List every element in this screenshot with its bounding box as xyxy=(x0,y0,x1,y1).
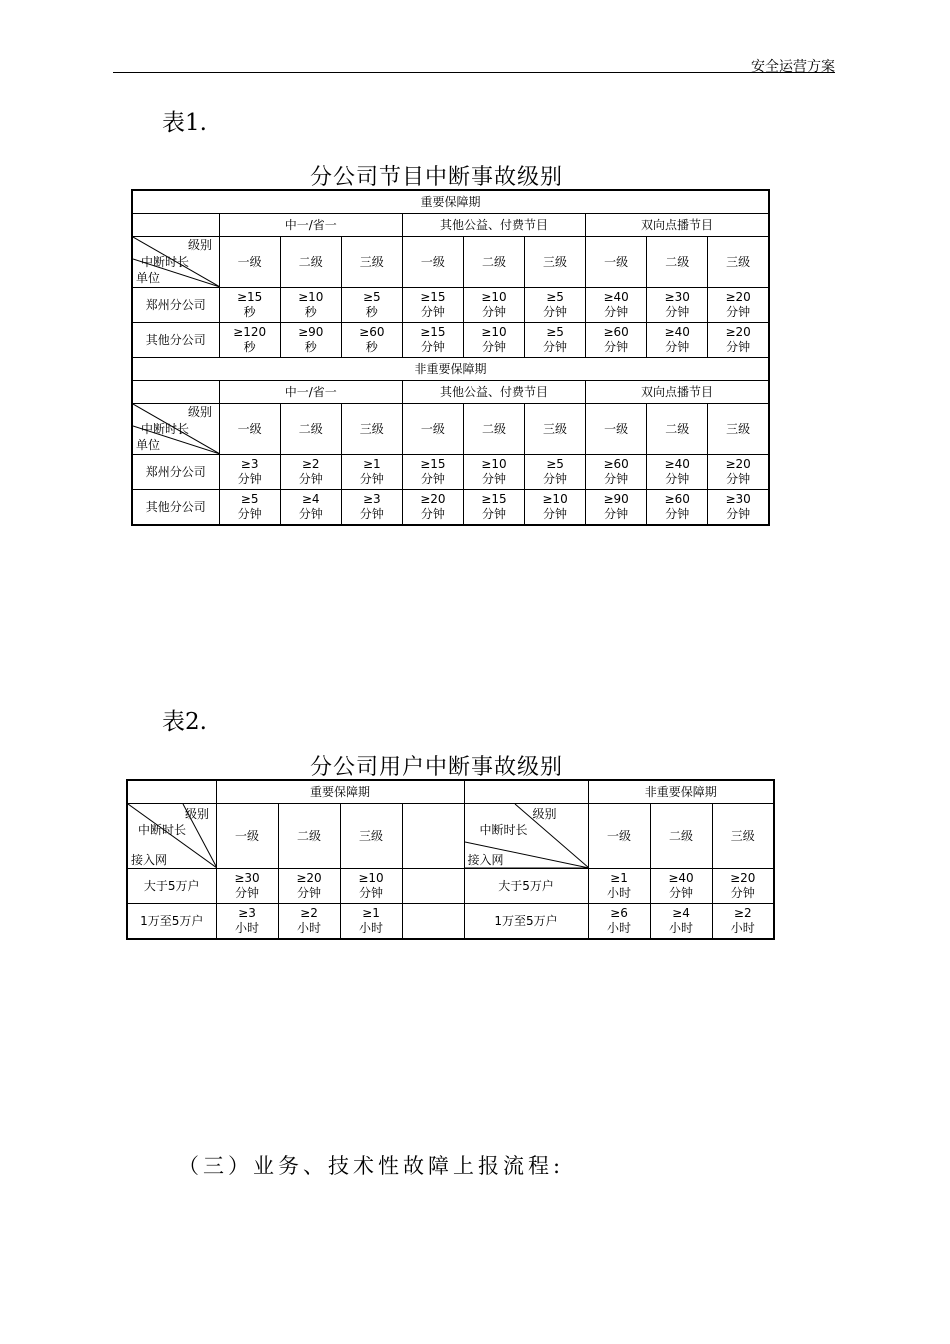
value-unit: 小时 xyxy=(607,886,632,900)
table2-body xyxy=(127,780,774,939)
value-cell xyxy=(647,455,708,490)
value-threshold: ≥3 xyxy=(238,906,256,920)
corner-label-level: 级别 xyxy=(532,807,557,821)
value-unit: 小时 xyxy=(669,921,694,935)
value-unit: 分钟 xyxy=(481,472,506,486)
value-cell xyxy=(402,323,463,358)
value-cell xyxy=(708,288,769,323)
value-cell xyxy=(586,323,647,358)
value-threshold: ≥30 xyxy=(234,871,260,885)
value-unit: 分钟 xyxy=(420,340,445,354)
unit-cell: 大于5万户 xyxy=(127,869,216,904)
value-cell xyxy=(525,490,586,526)
corner-label-level: 级别 xyxy=(188,405,213,419)
value-cell xyxy=(525,323,586,358)
value-unit: 秒 xyxy=(304,340,317,354)
value-cell xyxy=(586,288,647,323)
value-threshold: ≥20 xyxy=(725,290,751,304)
value-unit: 分钟 xyxy=(296,886,321,900)
corner-label-duration: 中断时长 xyxy=(141,422,190,436)
unit-cell: 1万至5万户 xyxy=(464,904,588,940)
value-unit: 秒 xyxy=(304,305,317,319)
value-cell xyxy=(280,323,341,358)
level-row xyxy=(132,237,769,288)
value-cell xyxy=(463,323,524,358)
value-unit: 分钟 xyxy=(543,305,568,319)
corner-label-level: 级别 xyxy=(185,807,210,821)
level-header: 三级 xyxy=(525,404,586,455)
value-cell xyxy=(650,904,712,940)
value-cell xyxy=(341,323,402,358)
value-unit: 分钟 xyxy=(604,340,629,354)
period-header: 重要保障期 xyxy=(132,190,769,214)
value-unit: 分钟 xyxy=(420,507,445,521)
corner-label-duration: 中断时长 xyxy=(141,255,190,269)
level-header: 一级 xyxy=(402,237,463,288)
value-unit: 分钟 xyxy=(604,507,629,521)
level-header: 三级 xyxy=(341,404,402,455)
value-threshold: ≥1 xyxy=(362,457,381,471)
value-threshold: ≥40 xyxy=(664,325,690,339)
value-cell xyxy=(402,288,463,323)
value-threshold: ≥5 xyxy=(546,290,564,304)
value-threshold: ≥40 xyxy=(664,457,690,471)
value-cell xyxy=(588,869,650,904)
level-header: 一级 xyxy=(402,404,463,455)
value-threshold: ≥20 xyxy=(730,871,756,885)
value-cell xyxy=(402,490,463,526)
value-unit: 分钟 xyxy=(481,507,506,521)
period-row xyxy=(132,358,769,381)
period-header: 重要保障期 xyxy=(216,780,464,804)
value-unit: 小时 xyxy=(234,921,259,935)
group-row xyxy=(132,214,769,237)
value-cell xyxy=(402,455,463,490)
value-threshold: ≥15 xyxy=(481,492,507,506)
value-threshold: ≥5 xyxy=(546,325,564,339)
value-cell xyxy=(586,455,647,490)
value-threshold: ≥40 xyxy=(603,290,629,304)
value-cell xyxy=(219,288,280,323)
value-unit: 分钟 xyxy=(543,507,568,521)
value-threshold: ≥10 xyxy=(298,290,324,304)
group-header: 中一/省一 xyxy=(219,381,402,404)
value-unit: 小时 xyxy=(730,921,755,935)
group-header: 其他公益、付费节目 xyxy=(402,381,585,404)
table1-label: 表1. xyxy=(162,110,207,136)
level-header: 三级 xyxy=(525,237,586,288)
value-threshold: ≥60 xyxy=(603,457,629,471)
value-threshold: ≥4 xyxy=(672,906,690,920)
value-cell xyxy=(216,869,278,904)
level-header: 一级 xyxy=(219,404,280,455)
group-row xyxy=(132,381,769,404)
value-unit: 秒 xyxy=(243,340,256,354)
value-threshold: ≥20 xyxy=(725,457,751,471)
table-row xyxy=(127,869,774,904)
level-row xyxy=(127,804,774,869)
table2-label: 表2. xyxy=(162,709,207,735)
level-header: 二级 xyxy=(650,804,712,869)
value-unit: 分钟 xyxy=(237,472,262,486)
level-header: 一级 xyxy=(216,804,278,869)
unit-cell: 1万至5万户 xyxy=(127,904,216,940)
table-row xyxy=(132,455,769,490)
value-unit: 秒 xyxy=(243,305,256,319)
value-cell xyxy=(525,455,586,490)
level-header: 三级 xyxy=(341,237,402,288)
table-row xyxy=(132,490,769,526)
level-header: 三级 xyxy=(708,237,769,288)
value-cell xyxy=(340,869,402,904)
corner-label-duration: 中断时长 xyxy=(479,823,528,837)
value-threshold: ≥10 xyxy=(481,325,507,339)
corner-label-unit: 单位 xyxy=(136,438,161,452)
corner-label-duration: 中断时长 xyxy=(138,823,187,837)
value-threshold: ≥5 xyxy=(362,290,381,304)
table1 xyxy=(131,189,770,526)
value-unit: 小时 xyxy=(296,921,321,935)
value-unit: 分钟 xyxy=(298,507,323,521)
value-cell xyxy=(340,904,402,940)
value-threshold: ≥15 xyxy=(420,325,446,339)
value-unit: 分钟 xyxy=(237,507,262,521)
value-threshold: ≥40 xyxy=(668,871,694,885)
value-unit: 秒 xyxy=(365,340,378,354)
level-header: 三级 xyxy=(712,804,774,869)
table-row xyxy=(132,323,769,358)
value-threshold: ≥1 xyxy=(362,906,380,920)
value-unit: 秒 xyxy=(365,305,378,319)
level-header: 三级 xyxy=(708,404,769,455)
value-threshold: ≥10 xyxy=(542,492,568,506)
value-cell xyxy=(280,455,341,490)
value-cell xyxy=(708,455,769,490)
corner-header-cell xyxy=(132,404,219,455)
value-threshold: ≥20 xyxy=(296,871,322,885)
table-row xyxy=(127,904,774,940)
level-header: 二级 xyxy=(280,237,341,288)
table-row xyxy=(132,288,769,323)
corner-label-unit: 接入网 xyxy=(131,853,168,867)
corner-label-unit: 接入网 xyxy=(467,853,504,867)
value-unit: 分钟 xyxy=(665,340,690,354)
value-cell xyxy=(341,288,402,323)
value-cell xyxy=(647,288,708,323)
value-threshold: ≥6 xyxy=(610,906,628,920)
level-header: 一级 xyxy=(586,237,647,288)
value-unit: 分钟 xyxy=(298,472,323,486)
value-unit: 分钟 xyxy=(234,886,259,900)
unit-cell: 郑州分公司 xyxy=(132,288,219,323)
value-unit: 分钟 xyxy=(358,886,383,900)
value-threshold: ≥2 xyxy=(733,906,752,920)
value-cell xyxy=(647,323,708,358)
value-cell xyxy=(278,869,340,904)
unit-cell: 其他分公司 xyxy=(132,490,219,526)
period-row xyxy=(132,190,769,214)
level-row xyxy=(132,404,769,455)
value-cell xyxy=(712,904,774,940)
value-threshold: ≥120 xyxy=(233,325,267,339)
value-unit: 分钟 xyxy=(481,305,506,319)
value-cell xyxy=(708,490,769,526)
table2-title: 分公司用户中断事故级别 xyxy=(310,755,564,780)
value-cell xyxy=(463,490,524,526)
value-cell xyxy=(219,490,280,526)
value-cell xyxy=(586,490,647,526)
blank-cell xyxy=(132,214,219,237)
value-unit: 分钟 xyxy=(481,340,506,354)
group-header: 双向点播节目 xyxy=(586,381,769,404)
value-threshold: ≥20 xyxy=(420,492,446,506)
level-header: 二级 xyxy=(278,804,340,869)
corner-label-unit: 单位 xyxy=(136,271,161,285)
value-threshold: ≥15 xyxy=(420,457,446,471)
group-header: 其他公益、付费节目 xyxy=(402,214,585,237)
value-unit: 分钟 xyxy=(359,507,384,521)
value-threshold: ≥20 xyxy=(725,325,751,339)
level-header: 二级 xyxy=(463,237,524,288)
value-threshold: ≥15 xyxy=(420,290,446,304)
level-header: 二级 xyxy=(463,404,524,455)
level-header: 一级 xyxy=(588,804,650,869)
value-unit: 分钟 xyxy=(669,886,694,900)
value-unit: 分钟 xyxy=(730,886,755,900)
value-unit: 分钟 xyxy=(665,305,690,319)
value-threshold: ≥60 xyxy=(664,492,690,506)
value-threshold: ≥90 xyxy=(298,325,324,339)
value-threshold: ≥3 xyxy=(362,492,381,506)
value-unit: 分钟 xyxy=(726,472,751,486)
value-cell xyxy=(219,323,280,358)
value-cell xyxy=(341,455,402,490)
corner-header-cell xyxy=(464,804,588,869)
unit-cell: 其他分公司 xyxy=(132,323,219,358)
value-threshold: ≥10 xyxy=(481,290,507,304)
value-unit: 小时 xyxy=(607,921,632,935)
value-cell xyxy=(525,288,586,323)
value-cell xyxy=(341,490,402,526)
value-threshold: ≥2 xyxy=(301,457,320,471)
value-unit: 分钟 xyxy=(726,305,751,319)
level-header: 一级 xyxy=(586,404,647,455)
value-unit: 分钟 xyxy=(420,472,445,486)
value-threshold: ≥30 xyxy=(664,290,690,304)
value-threshold: ≥3 xyxy=(240,457,259,471)
period-row xyxy=(127,780,774,804)
value-cell xyxy=(216,904,278,940)
value-unit: 分钟 xyxy=(726,507,751,521)
value-threshold: ≥1 xyxy=(610,871,628,885)
value-unit: 分钟 xyxy=(543,472,568,486)
value-cell xyxy=(280,288,341,323)
value-unit: 分钟 xyxy=(604,472,629,486)
value-unit: 分钟 xyxy=(665,472,690,486)
blank-cell xyxy=(464,780,588,804)
table2 xyxy=(126,779,775,940)
unit-cell: 郑州分公司 xyxy=(132,455,219,490)
value-threshold: ≥5 xyxy=(240,492,259,506)
section-heading: （三）业务、技术性故障上报流程: xyxy=(178,1154,565,1178)
blank-cell xyxy=(402,804,464,869)
value-unit: 分钟 xyxy=(665,507,690,521)
value-threshold: ≥5 xyxy=(546,457,564,471)
value-cell xyxy=(280,490,341,526)
value-threshold: ≥60 xyxy=(603,325,629,339)
value-threshold: ≥4 xyxy=(301,492,320,506)
value-unit: 分钟 xyxy=(420,305,445,319)
value-cell xyxy=(278,904,340,940)
value-threshold: ≥2 xyxy=(300,906,318,920)
group-header: 双向点播节目 xyxy=(586,214,769,237)
value-threshold: ≥10 xyxy=(481,457,507,471)
period-header: 非重要保障期 xyxy=(588,780,774,804)
period-header: 非重要保障期 xyxy=(132,358,769,381)
blank-cell xyxy=(127,780,216,804)
value-threshold: ≥10 xyxy=(358,871,384,885)
level-header: 二级 xyxy=(647,237,708,288)
value-threshold: ≥60 xyxy=(359,325,385,339)
level-header: 二级 xyxy=(280,404,341,455)
blank-cell xyxy=(402,904,464,940)
value-unit: 分钟 xyxy=(604,305,629,319)
value-cell xyxy=(647,490,708,526)
value-cell xyxy=(588,904,650,940)
level-header: 三级 xyxy=(340,804,402,869)
value-threshold: ≥90 xyxy=(603,492,629,506)
value-cell xyxy=(650,869,712,904)
blank-cell xyxy=(402,869,464,904)
value-cell xyxy=(463,288,524,323)
value-threshold: ≥15 xyxy=(236,290,263,304)
corner-label-level: 级别 xyxy=(188,238,213,252)
blank-cell xyxy=(132,381,219,404)
value-cell xyxy=(219,455,280,490)
value-cell xyxy=(712,869,774,904)
value-unit: 分钟 xyxy=(726,340,751,354)
value-unit: 分钟 xyxy=(543,340,568,354)
value-unit: 小时 xyxy=(358,921,383,935)
level-header: 一级 xyxy=(219,237,280,288)
value-cell xyxy=(463,455,524,490)
value-cell xyxy=(708,323,769,358)
corner-header-cell xyxy=(127,804,216,869)
value-unit: 分钟 xyxy=(359,472,384,486)
level-header: 二级 xyxy=(647,404,708,455)
running-header: 安全运营方案 xyxy=(751,59,835,75)
value-threshold: ≥30 xyxy=(725,492,751,506)
table1-title: 分公司节目中断事故级别 xyxy=(310,165,564,190)
header-rule xyxy=(113,72,835,73)
corner-header-cell xyxy=(132,237,219,288)
table1-body xyxy=(132,190,769,525)
group-header: 中一/省一 xyxy=(219,214,402,237)
unit-cell: 大于5万户 xyxy=(464,869,588,904)
